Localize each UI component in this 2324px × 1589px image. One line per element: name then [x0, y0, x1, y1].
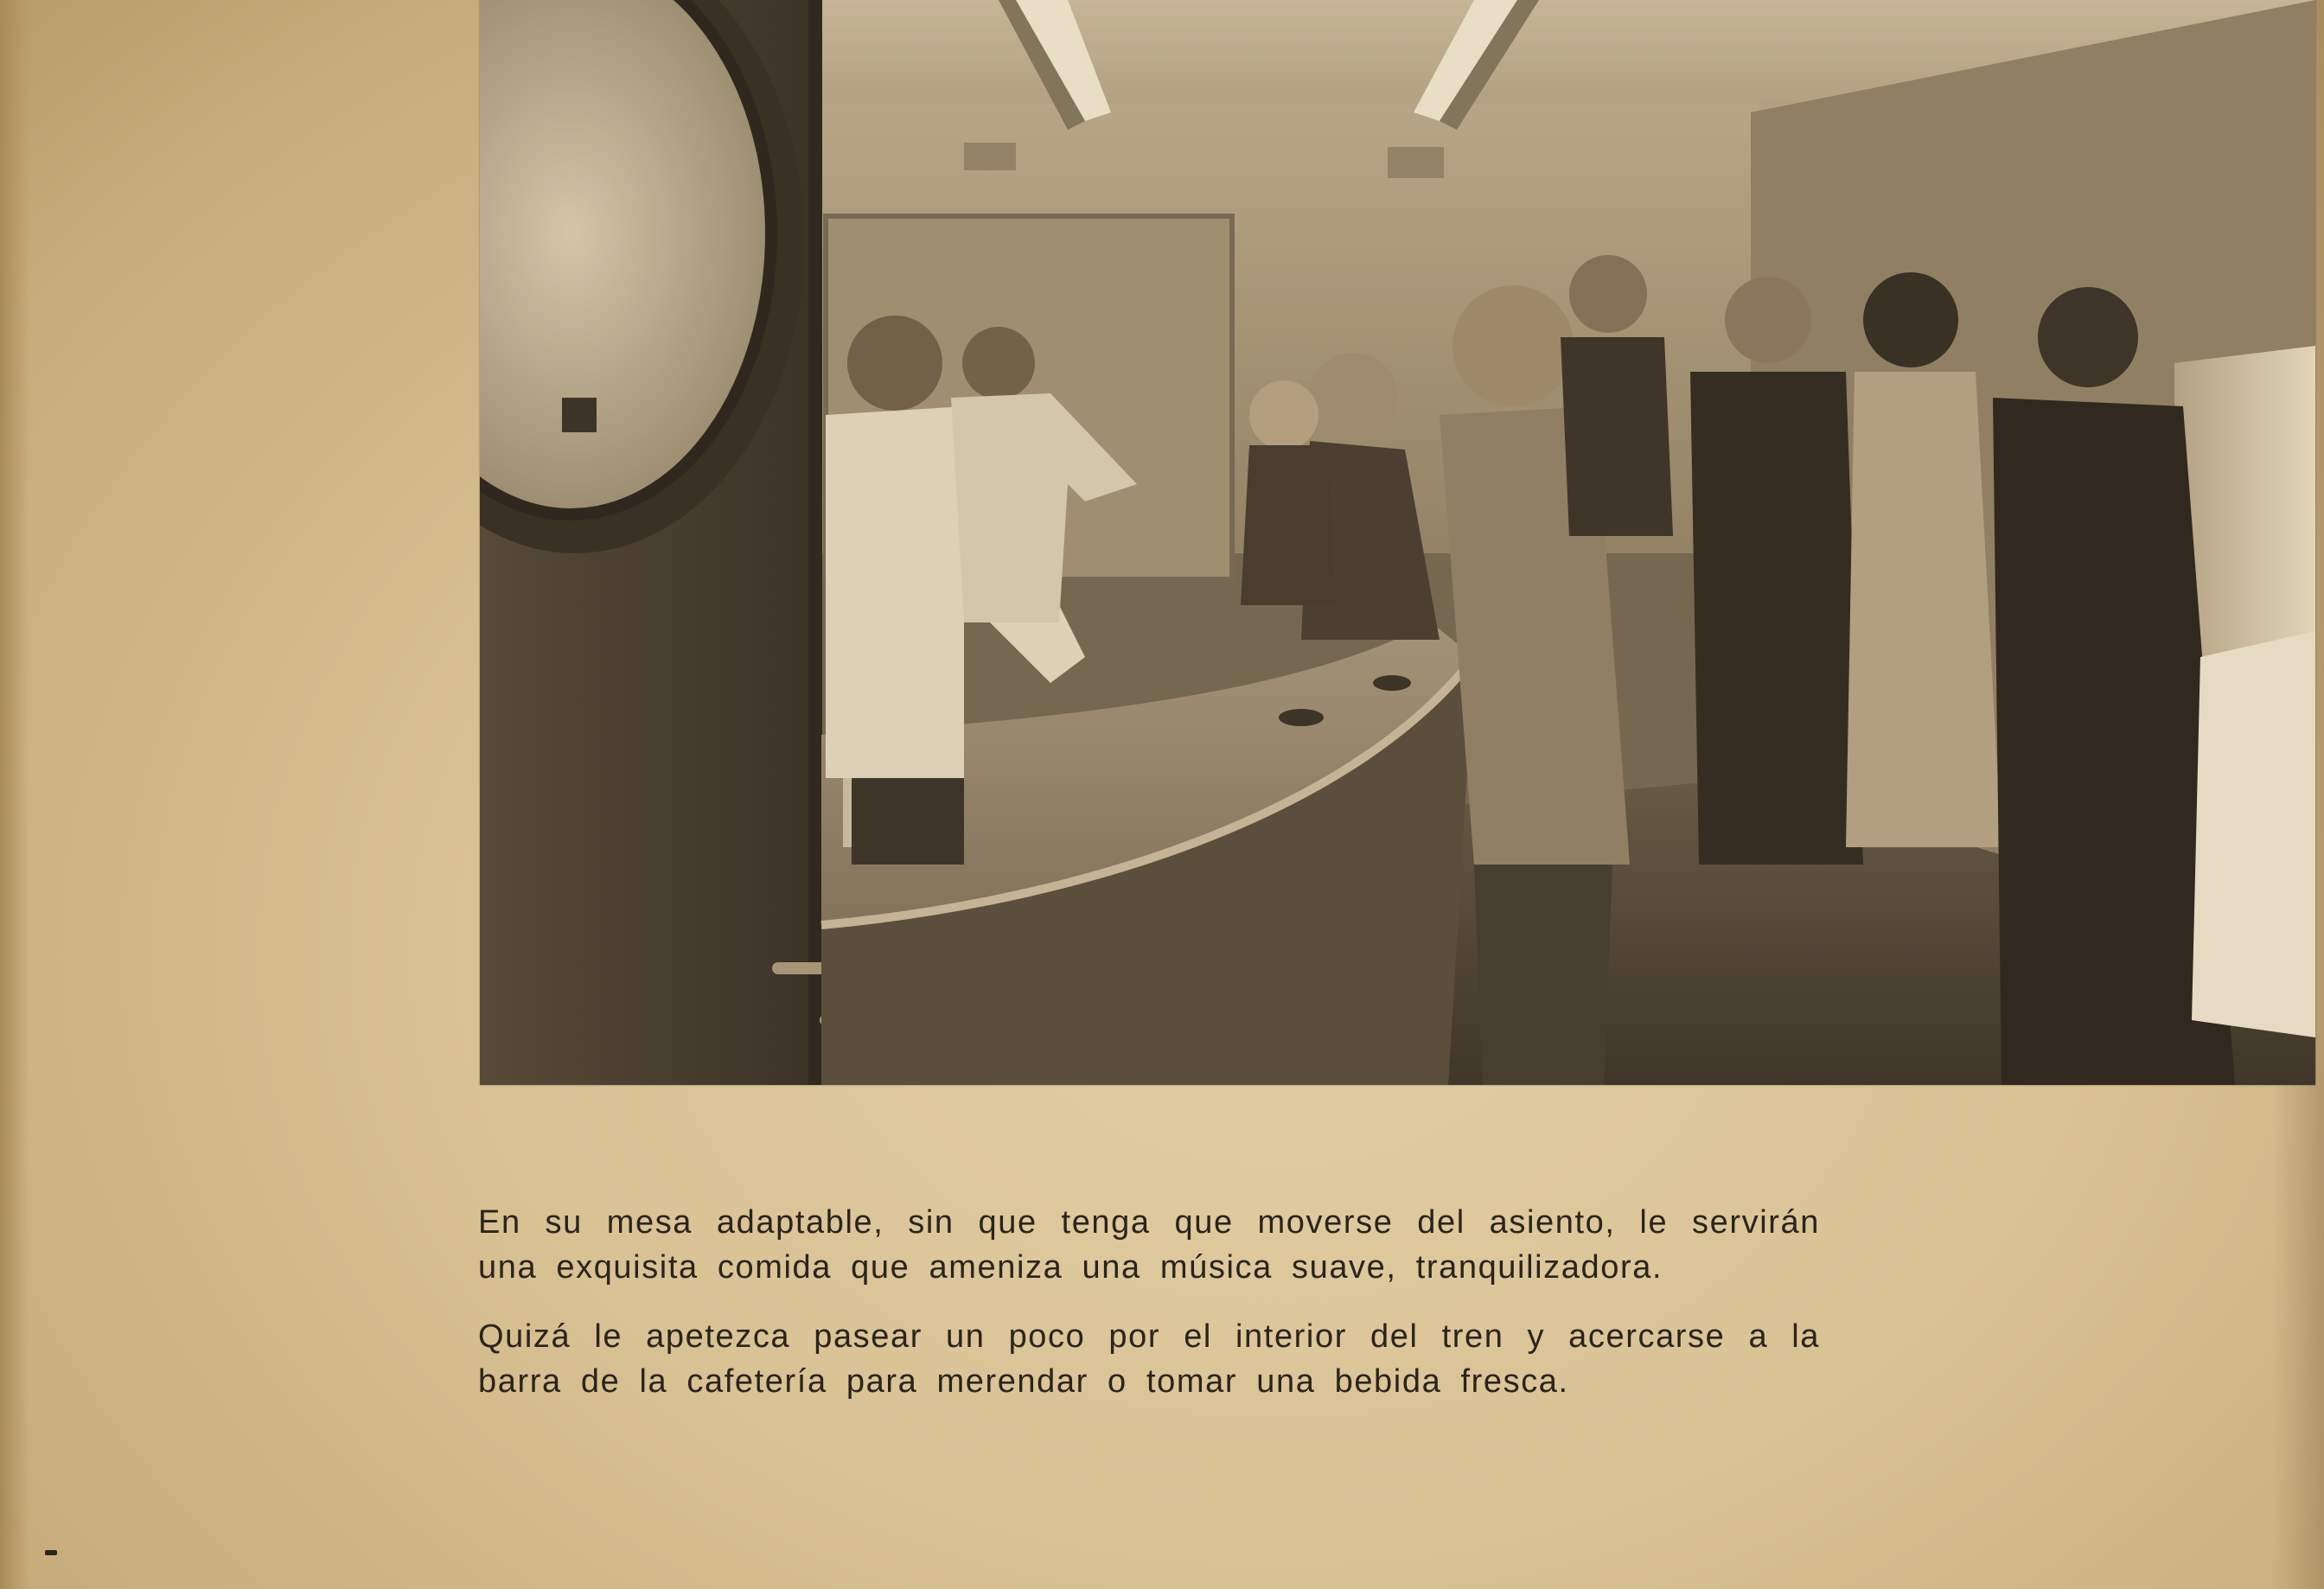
caption-text-block	[478, 1200, 1820, 1428]
caption-paragraph-2: Quizá le apetezca pasear un poco por el interior del tren y acercarse a la barra de la cafetería para merendar o tomar una bebida fresca.	[478, 1318, 1820, 1400]
margin-dash-mark	[45, 1550, 57, 1555]
page-edge-shading	[0, 0, 29, 1589]
photo-illustration	[480, 0, 2315, 1085]
caption-paragraph-1: En su mesa adaptable, sin que tenga que moverse del asiento, le servirán una exquisita comida que ameniza una música suave, tranquilizadora.	[478, 1204, 1820, 1286]
train-cafeteria-photo	[480, 0, 2315, 1085]
